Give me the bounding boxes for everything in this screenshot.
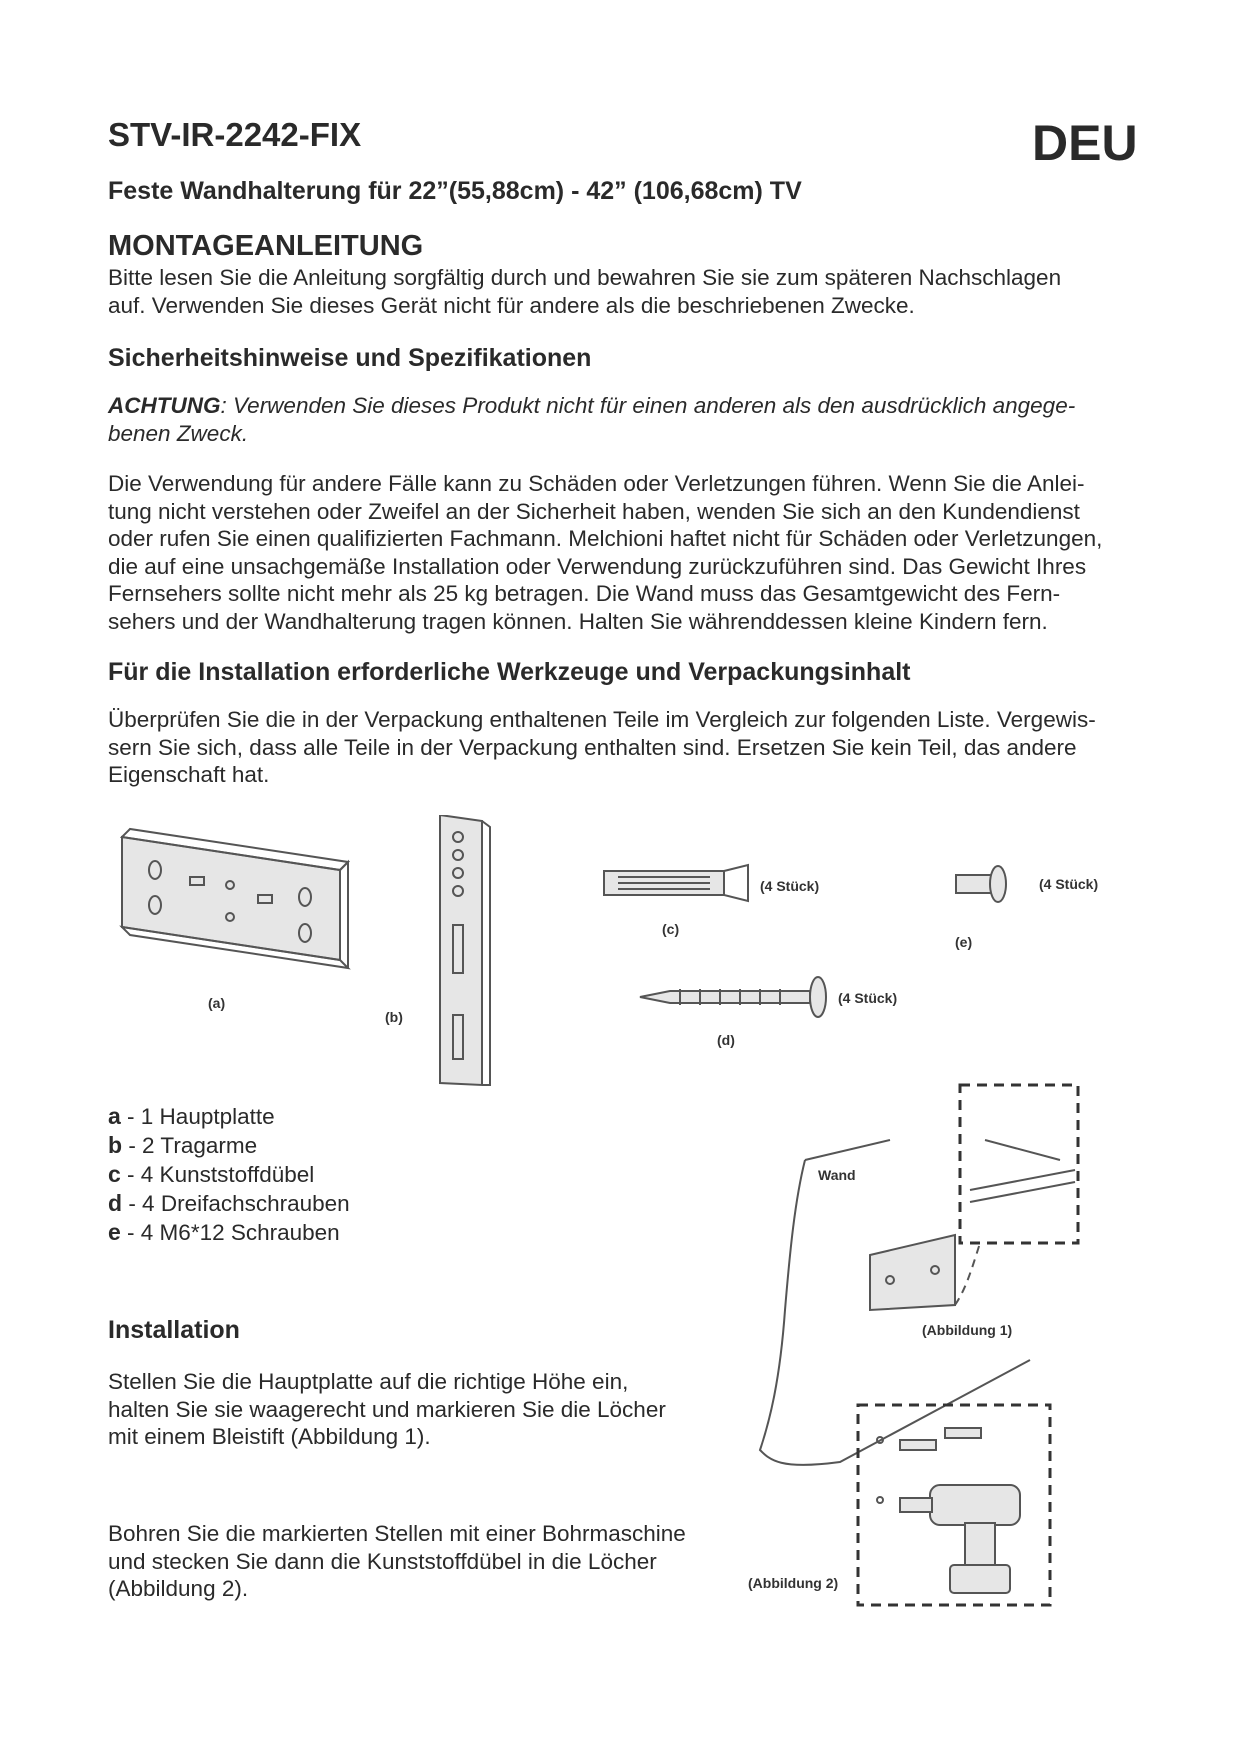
warning-label: ACHTUNG xyxy=(108,393,221,418)
list-item: a - 1 Hauptplatte xyxy=(108,1103,275,1129)
quantity-e: (4 Stück) xyxy=(1039,876,1099,892)
model-number: STV-IR-2242-FIX xyxy=(108,116,362,153)
drill-drawing xyxy=(900,1485,1020,1593)
plastic-dowel-drawing xyxy=(604,865,748,901)
language-code: DEU xyxy=(1032,115,1138,171)
tools-line: Überprüfen Sie die in der Verpackung enthaltenen Teile im Vergleich zur folgenden Liste. Vergewis- xyxy=(108,707,1096,732)
part-label-a: (a) xyxy=(208,995,226,1011)
tools-line: Eigenschaft hat. xyxy=(108,762,270,787)
safety-line: tung nicht verstehen oder Zweifel an der Sicherheit haben, wenden Sie sich an den Kundendienst xyxy=(108,498,1080,524)
figure-2-label: (Abbildung 2) xyxy=(748,1575,839,1591)
safety-line: Die Verwendung für andere Fälle kann zu Schäden oder Verletzungen führen. Wenn Sie die Anlei- xyxy=(108,471,1085,496)
safety-line: die auf eine unsachgemäße Installation oder Verwendung zurückzuführen sind. Das Gewicht Ihres xyxy=(108,553,1087,579)
safety-line: Fernsehers sollte nicht mehr als 25 kg betragen. Die Wand muss das Gesamtgewicht des Fern- xyxy=(108,581,1061,606)
installation-heading: Installation xyxy=(108,1316,240,1344)
safety-line: sehers und der Wandhalterung tragen können. Halten Sie währenddessen kleine Kindern fern. xyxy=(108,608,1048,634)
quantity-d: (4 Stück) xyxy=(838,990,898,1006)
part-label-c: (c) xyxy=(662,921,680,937)
safety-line: oder rufen Sie einen qualifizierten Fachmann. Melchioni haftet nicht für Schäden oder Verletzungen, xyxy=(108,526,1103,551)
safety-paragraph xyxy=(108,470,1158,635)
part-label-d: (d) xyxy=(717,1032,735,1048)
product-subtitle: Feste Wandhalterung für 22”(55,88cm) - 42” (106,68cm) TV xyxy=(108,177,802,205)
figure-1-label: (Abbildung 1) xyxy=(922,1322,1013,1338)
list-item: b - 2 Tragarme xyxy=(108,1132,258,1158)
fig1-zoom-box xyxy=(960,1085,1078,1243)
safety-heading: Sicherheitshinweise und Spezifikationen xyxy=(108,344,592,372)
parts-illustration xyxy=(110,815,1140,1095)
tools-heading: Für die Installation erforderliche Werkzeuge und Verpackungsinhalt xyxy=(108,658,911,686)
warning-paragraph xyxy=(108,392,1158,447)
list-item: e - 4 M6*12 Schrauben xyxy=(108,1219,340,1245)
fig1-plate xyxy=(870,1235,955,1310)
warning-line-1: : Verwenden Sie dieses Produkt nicht für einen anderen als den ausdrücklich angege- xyxy=(220,393,1076,418)
warning-line-2: benen Zweck. xyxy=(108,420,249,446)
tools-line: sern Sie sich, dass alle Teile in der Verpackung enthalten sind. Ersetzen Sie kein Teil, das andere xyxy=(108,734,1077,760)
m6-screw-drawing xyxy=(956,866,1006,902)
quantity-c: (4 Stück) xyxy=(760,878,820,894)
intro-paragraph xyxy=(108,264,1158,319)
list-item: c - 4 Kunststoffdübel xyxy=(108,1161,315,1187)
wall-label: Wand xyxy=(818,1167,856,1183)
support-arm-drawing xyxy=(440,815,490,1085)
intro-line-2: auf. Verwenden Sie dieses Gerät nicht für andere als die beschriebenen Zwecke. xyxy=(108,292,915,318)
installation-step-2: Bohren Sie die markierten Stellen mit einer Bohrmaschine und stecken Sie dann die Kunststoffdübel in die Löcher (Abbildung 2). xyxy=(108,1521,686,1601)
tools-paragraph xyxy=(108,706,1158,789)
parts-list xyxy=(108,1102,350,1247)
manual-title: MONTAGEANLEITUNG xyxy=(108,230,424,262)
list-item: d - 4 Dreifachschrauben xyxy=(108,1190,350,1216)
installation-step-1: Stellen Sie die Hauptplatte auf die richtige Höhe ein, halten Sie sie waagerecht und markieren Sie die Löcher mit einem Bleistift (Abbildung 1). xyxy=(108,1369,666,1449)
intro-line-1: Bitte lesen Sie die Anleitung sorgfältig durch und bewahren Sie sie zum späteren Nachschlagen xyxy=(108,265,1062,290)
main-plate-drawing xyxy=(122,829,348,968)
installation-illustration xyxy=(750,1080,1100,1640)
wall-outline xyxy=(760,1160,1030,1465)
part-label-e: (e) xyxy=(955,934,973,950)
part-label-b: (b) xyxy=(385,1009,403,1025)
triple-screw-drawing xyxy=(640,977,826,1017)
